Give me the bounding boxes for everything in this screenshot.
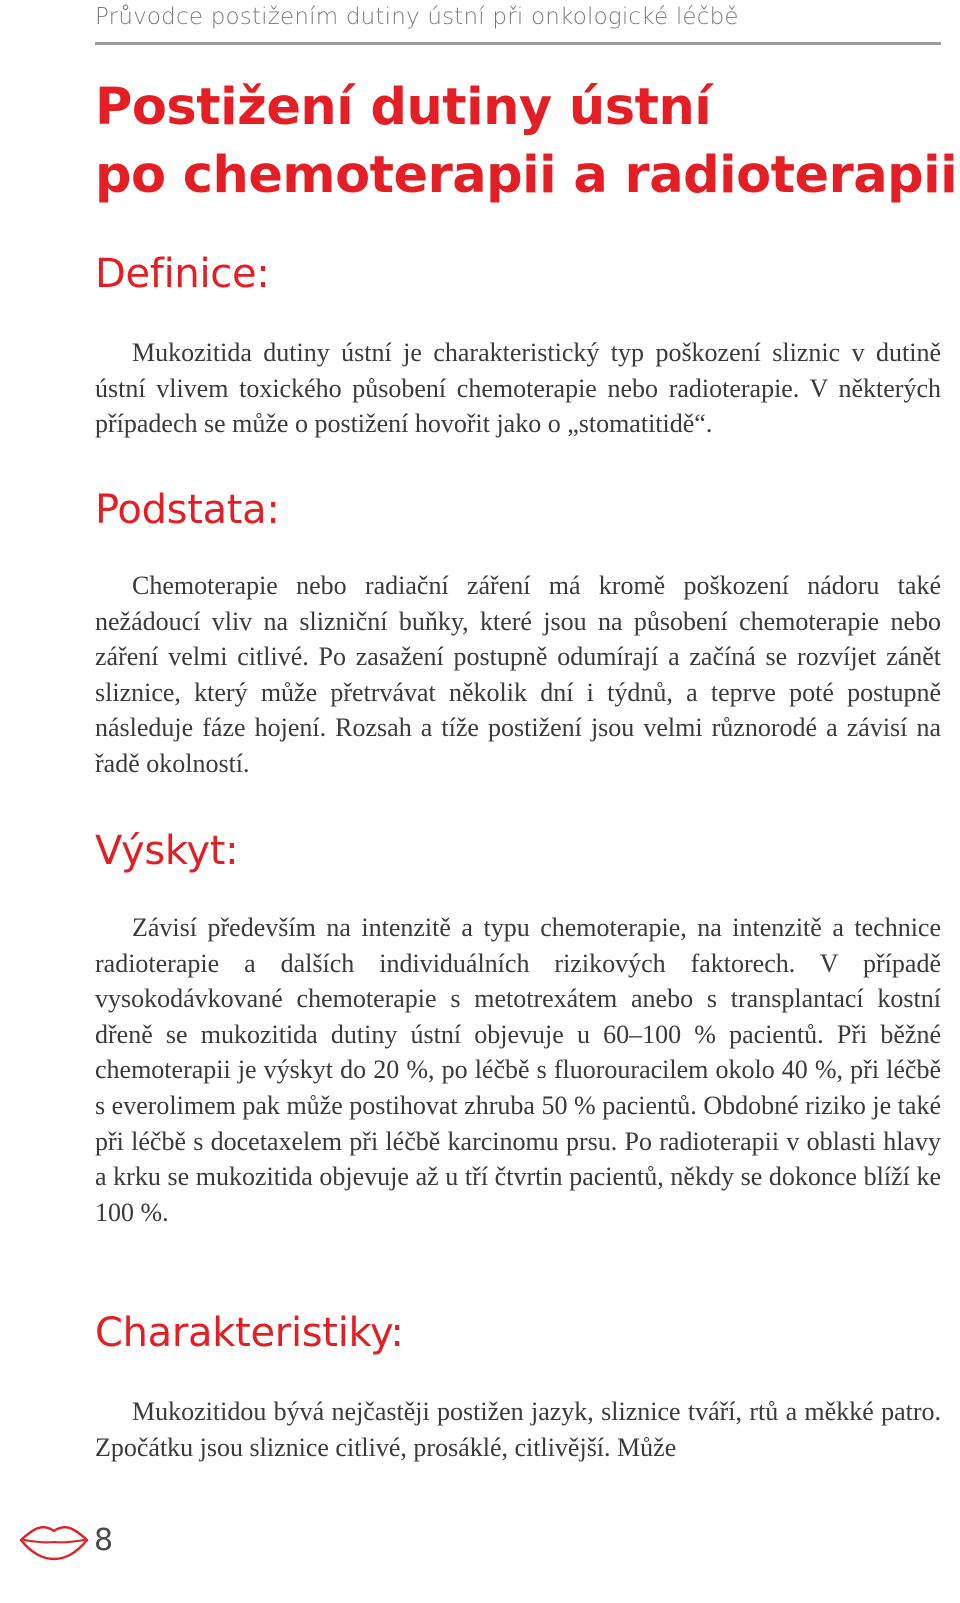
section-heading-charakteristiky: Charakteristiky: [95,1310,404,1356]
section-heading-podstata: Podstata: [95,487,280,533]
page-title-line-1: Postižení dutiny ústní [95,78,712,137]
page-title [95,74,958,210]
section-heading-definice: Definice: [95,251,270,297]
page-number: 8 [94,1523,114,1558]
section-text-charakteristiky: Mukozitidou bývá nejčastěji postižen jazyk, sliznice tváří, rtů a měkké patro. Zpočátku jsou sliznice citlivé, prosáklé, citlivější. Může [95,1397,941,1462]
section-text-definice: Mukozitida dutiny ústní je charakteristický typ poškození sliznic v dutině ústní vlivem toxického působení chemoterapie nebo radioterapie. V některých případech se může o postižení hovořit jako o „stomatitidě“. [95,338,941,439]
section-heading-vyskyt: Výskyt: [95,828,239,874]
lips-icon [18,1518,90,1562]
running-head: Průvodce postižením dutiny ústní při onkologické léčbě [95,4,739,30]
section-text-podstata: Chemoterapie nebo radiační záření má kromě poškození nádoru také nežádoucí vliv na slizniční buňky, které jsou na působení chemoterapie nebo záření velmi citlivé. Po zasažení postupně odumírají a začíná se rozvíjet zánět sliznice, který může přetrvávat několik dní i týdnů, a teprve poté postupně následuje fáze hojení. Rozsah a tíže postižení jsou velmi různorodé a závisí na řadě okolností. [95,571,941,778]
page-title-line-2: po chemoterapii a radioterapii [95,146,958,205]
header-divider [95,42,941,45]
section-text-vyskyt: Závisí především na intenzitě a typu chemoterapie, na intenzitě a technice radioterapie a dalších individuálních rizikových faktorech. V případě vysokodávkované chemoterapie s metotrexátem anebo s transplantací kostní dřeně se mukozitida dutiny ústní objevuje u 60–100 % pacientů. Při běžné chemoterapii je výskyt do 20 %, po léčbě s fluorouracilem okolo 40 %, při léčbě s everolimem pak může postihovat zhruba 50 % pacientů. Obdobné riziko je také při léčbě s docetaxelem při léčbě karcinomu prsu. Po radioterapii v oblasti hlavy a krku se mukozitida objevuje až u tří čtvrtin pacientů, někdy se dokonce blíží ke 100 %. [95,913,941,1227]
